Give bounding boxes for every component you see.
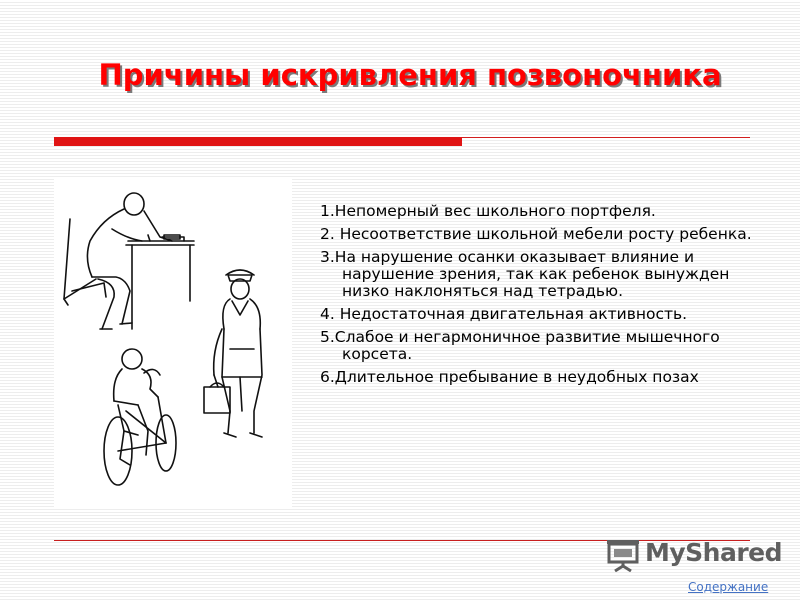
children-posture-illustration [54, 179, 292, 509]
slide-title: Причины искривления позвоночника [98, 58, 722, 92]
title-underline-thin [462, 137, 750, 138]
boy-on-bicycle-drawing [104, 349, 176, 485]
reasons-list [320, 203, 760, 392]
reason-item: 3.На нарушение осанки оказывает влияние и нарушение зрения, так как ребенок вынужден низко наклоняться над тетрадью. [320, 248, 730, 300]
child-at-desk-drawing [64, 193, 194, 329]
reason-item: 6.Длительное пребывание в неудобных позах [320, 368, 699, 386]
reason-item: 5.Слабое и негармоничное развитие мышечного корсета. [320, 328, 720, 363]
presentation-board-icon [605, 538, 641, 572]
boy-with-briefcase-drawing [204, 270, 262, 437]
logo-text-dark: MyShared [645, 538, 783, 567]
contents-link[interactable]: Содержание [688, 580, 769, 594]
myshared-logo [605, 536, 783, 572]
reason-item: 4. Недостаточная двигательная активность. [320, 305, 688, 323]
logo-wordmark [645, 538, 782, 568]
title-underline-thick [54, 137, 462, 146]
reason-item: 2. Несоответствие школьной мебели росту ребенка. [320, 225, 752, 243]
reason-item: 1.Непомерный вес школьного портфеля. [320, 202, 656, 220]
